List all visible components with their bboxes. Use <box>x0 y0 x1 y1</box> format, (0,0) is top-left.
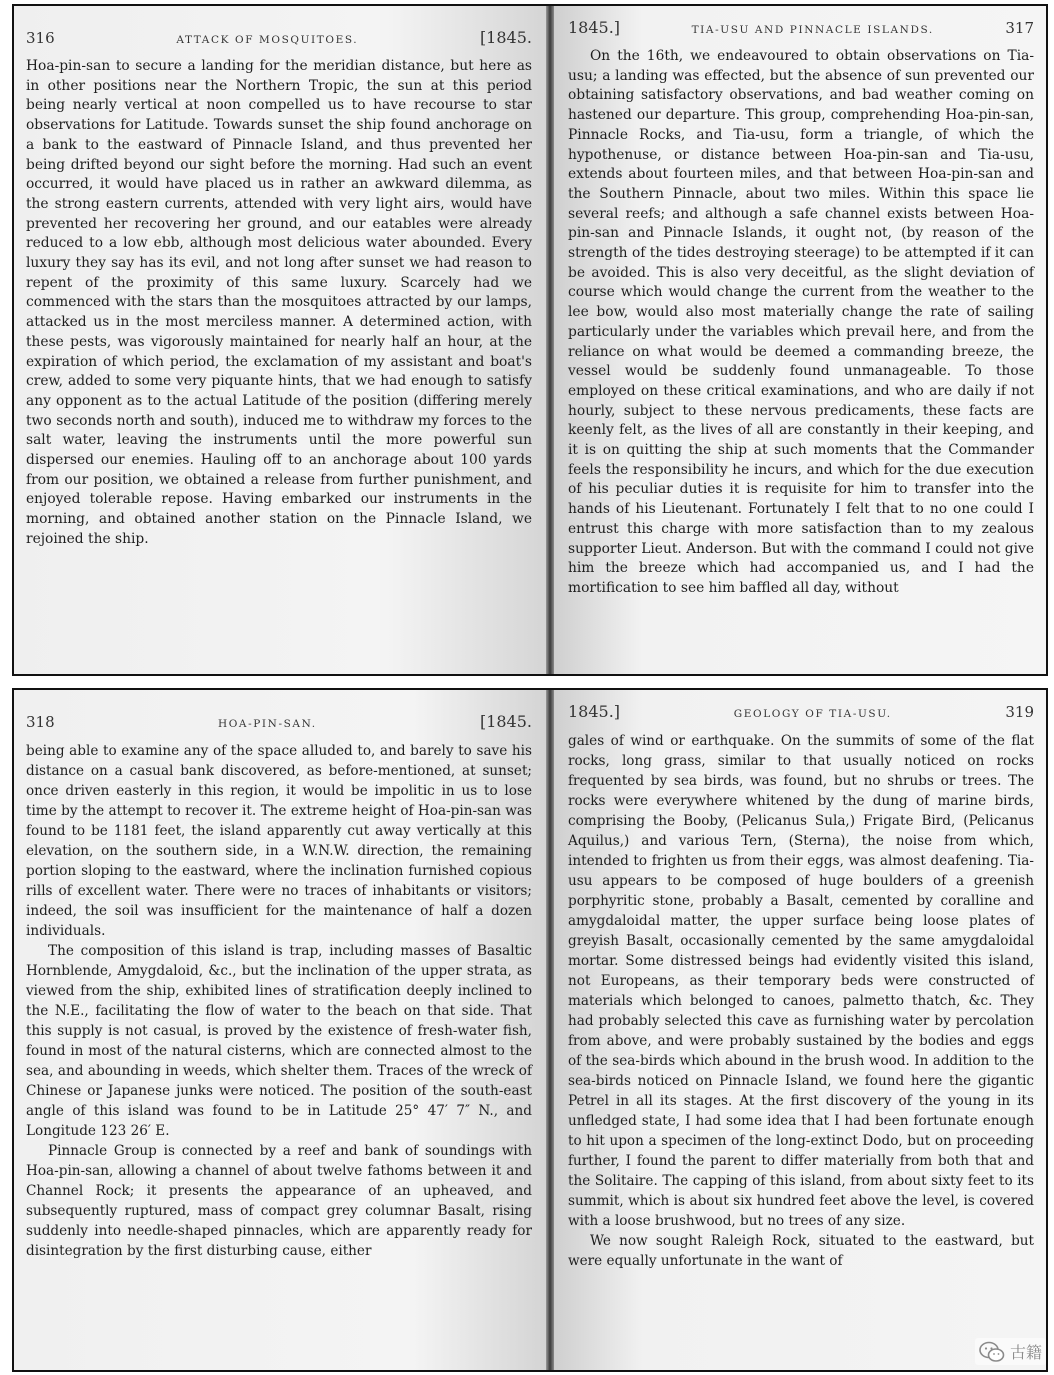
body-paragraph: Hoa-pin-san to secure a landing for the meridian distance, but here as in other positions near the Northern Tropic, the sun at this period being nearly vertical at noon compelled us to have recourse to star observations for Latitude. Towards sunset the ship found anchorage on a bank to the eastward of Pinnacle Island, and thus prevented her being drifted beyond our sight before the morning. Had such an event occurred, it would have placed us in rather an awkward dilemma, as the strong eastern currents, attended with very light airs, would have prevented her recovering her ground, and our eatables were already reduced to a low ebb, although most delicious water abounded. Every luxury they say has its evil, and not long after sunset we had reason to repent of the proximity of this same luxury. Scarcely had we commenced with the stars than the mosquitoes attracted by our lamps, attacked us in the most merciless manner. A determined action, with these pests, was vigorously maintained for nearly half an hour, at the expiration of which period, the exclamation of my assistant and boat's crew, added to some very piquante hints, that we had enough to satisfy any opponent as to the actual Latitude of the position (differing merely two seconds north and south), induced me to withdraw my forces to the salt water, leaving the instruments until the more powerful sun dispersed our enemies. Hauling off to an anchorage about 100 yards from our position, we obtained a release from further punishment, and enjoyed tolerable repose. Having embarked our instruments in the morning, and obtained another station on the Pinnacle Island, we rejoined the ship. <box>26 58 532 547</box>
page-317 <box>554 6 1046 674</box>
running-year: 1845.] <box>568 18 621 37</box>
running-head <box>568 702 1034 721</box>
page-number: 318 <box>26 713 55 731</box>
body-paragraph: being able to examine any of the space alluded to, and barely to save his distance on a casual bank discovered, as before-mentioned, at sunset; once driven easterly in this region, it would be impolitic in us to lose time by the attempt to recover it. The extreme height of Hoa-pin-san was found to be 1181 feet, the island apparently cut away vertically at this elevation, on the southern side, in a W.N.W. direction, the remaining portion sloping to the eastward, where the inclination furnished copious rills of excellent water. There were no traces of inhabitants or visitors; indeed, the soil was insufficient for the maintenance of half a dozen individuals. <box>26 743 532 939</box>
watermark <box>975 1338 1046 1365</box>
running-year: [1845. <box>479 28 532 47</box>
running-head <box>26 28 532 47</box>
running-year: [1845. <box>479 712 532 731</box>
page-number: 317 <box>1005 19 1034 37</box>
page-number: 319 <box>1005 703 1034 721</box>
top-spread <box>12 4 1048 676</box>
wechat-icon <box>979 1341 1005 1363</box>
running-title: TIA-USU AND PINNACLE ISLANDS. <box>691 24 934 36</box>
book-gutter <box>546 690 554 1370</box>
bottom-spread <box>12 688 1048 1372</box>
running-title: HOA-PIN-SAN. <box>217 718 317 730</box>
running-head <box>26 712 532 731</box>
running-year: 1845.] <box>568 702 621 721</box>
running-title: GEOLOGY OF TIA-USU. <box>733 708 892 720</box>
page-316 <box>14 6 546 674</box>
body-paragraph: gales of wind or earthquake. On the summits of some of the flat rocks, long grass, similar to that usually noticed on rocks frequented by sea birds, was found, but no shrubs or trees. The rocks were everywhere whitened by the dung of marine birds, comprising the Booby, (Pelicanus Sula,) Frigate Bird, (Pelicanus Aquilus,) and various Tern, (Sterna), the noise from which, intended to frighten us from their eggs, was almost deafening. Tia-usu appears to be composed of huge boulders of a greenish porphyritic stone, probably a Basalt, cemented by coralline and amygdaloidal matter, the upper surface being loose plates of greyish Basalt, occasionally cemented by the same amygdaloidal mortar. Some distressed beings had evidently visited this island, not Europeans, as their temporary beds were constructed of materials which belonged to canoes, palmetto thatch, &c. They had probably selected this cave as furnishing water by percolation from above, and were probably sustained by the bodies and eggs of the sea-birds which abound in the brush wood. In addition to the sea-birds noticed on Pinnacle Island, we found here the gigantic Petrel in all its stages. At the first discovery of the young in its unfledged state, I had some idea that I had been fortunate enough to hit upon a specimen of the long-extinct Dodo, but on proceeding further, I found the parent to differ materially from both that and the Solitaire. The capping of this island, from about sixty feet to its summit, which is about six hundred feet above the level, is covered with a loose brushwood, but no trees of any size. <box>568 733 1034 1229</box>
book-gutter <box>546 6 554 674</box>
running-head <box>568 18 1034 37</box>
page-number: 316 <box>26 29 55 47</box>
page-318 <box>14 690 546 1370</box>
body-paragraph: We now sought Raleigh Rock, situated to the eastward, but were equally unfortunate in the want of <box>568 1233 1034 1269</box>
body-paragraph: Pinnacle Group is connected by a reef and bank of soundings with Hoa-pin-san, allowing a channel of about twelve fathoms between it and Channel Rock; it presents the appearance of an upheaved, and subsequently ruptured, mass of compact grey columnar Basalt, rising suddenly into needle-shaped pinnacles, which are apparently ready for disintegration by the first disturbing cause, either <box>26 1143 532 1259</box>
running-title: ATTACK OF MOSQUITOES. <box>176 34 359 46</box>
body-paragraph: On the 16th, we endeavoured to obtain observations on Tia-usu; a landing was effected, but the absence of sun prevented our obtaining satisfactory observations, and bad weather coming on hastened our departure. This group, comprehending Hoa-pin-san, Pinnacle Rocks, and Tia-usu, form a triangle, of which the hypothenuse, or distance between Hoa-pin-san and Tia-usu, extends about fourteen miles, and that between Hoa-pin-san and the Southern Pinnacle, about two miles. Within this space lie several reefs; and although a safe channel exists between Hoa-pin-san and Pinnacle Islands, it ought not, (by reason of the strength of the tides destroying steerage) to be attempted if it can be avoided. This is also very deceitful, as the slight deviation of course which would change the current from the weather to the lee bow, would also most materially change the rate of sailing particularly under the variables which prevail here, and from the reliance on what would be deemed a commanding breeze, the vessel would be suddenly found unmanageable. To those employed on these critical examinations, and who are daily if not hourly, subject to these nervous predicaments, these facts are keenly felt, as the lives of all are constantly in their keeping, and it is on quitting the ship at such moments that the Commander feels the responsibility he incurs, and which for the due execution of his peculiar duties it is requisite for him to transfer into the hands of his Lieutenant. Fortunately I felt that to no one could I entrust this charge with more satisfaction than to my zealous supporter Lieut. Anderson. But with the command I could not give him the breeze which had accompanied us, and I had the mortification to see him baffled all day, without <box>568 48 1034 596</box>
page-319 <box>554 690 1046 1370</box>
body-paragraph: The composition of this island is trap, including masses of Basaltic Hornblende, Amygdaloid, &c., but the inclination of the upper strata, as viewed from the ship, exhibited lines of stratification deeply inclined to the N.E., facilitating the flow of water to the beach on that side. That this supply is not casual, is proved by the existence of fresh-water fish, found in most of the natural cisterns, which are connected almost to the sea, and abounding in weeds, which shelter them. Traces of the wreck of Chinese or Japanese junks were noticed. The position of the south-east angle of this island was found to be in Latitude 25° 47′ 7″ N., and Longitude 123 26′ E. <box>26 943 532 1139</box>
watermark-text: 古籍 <box>1009 1343 1042 1362</box>
